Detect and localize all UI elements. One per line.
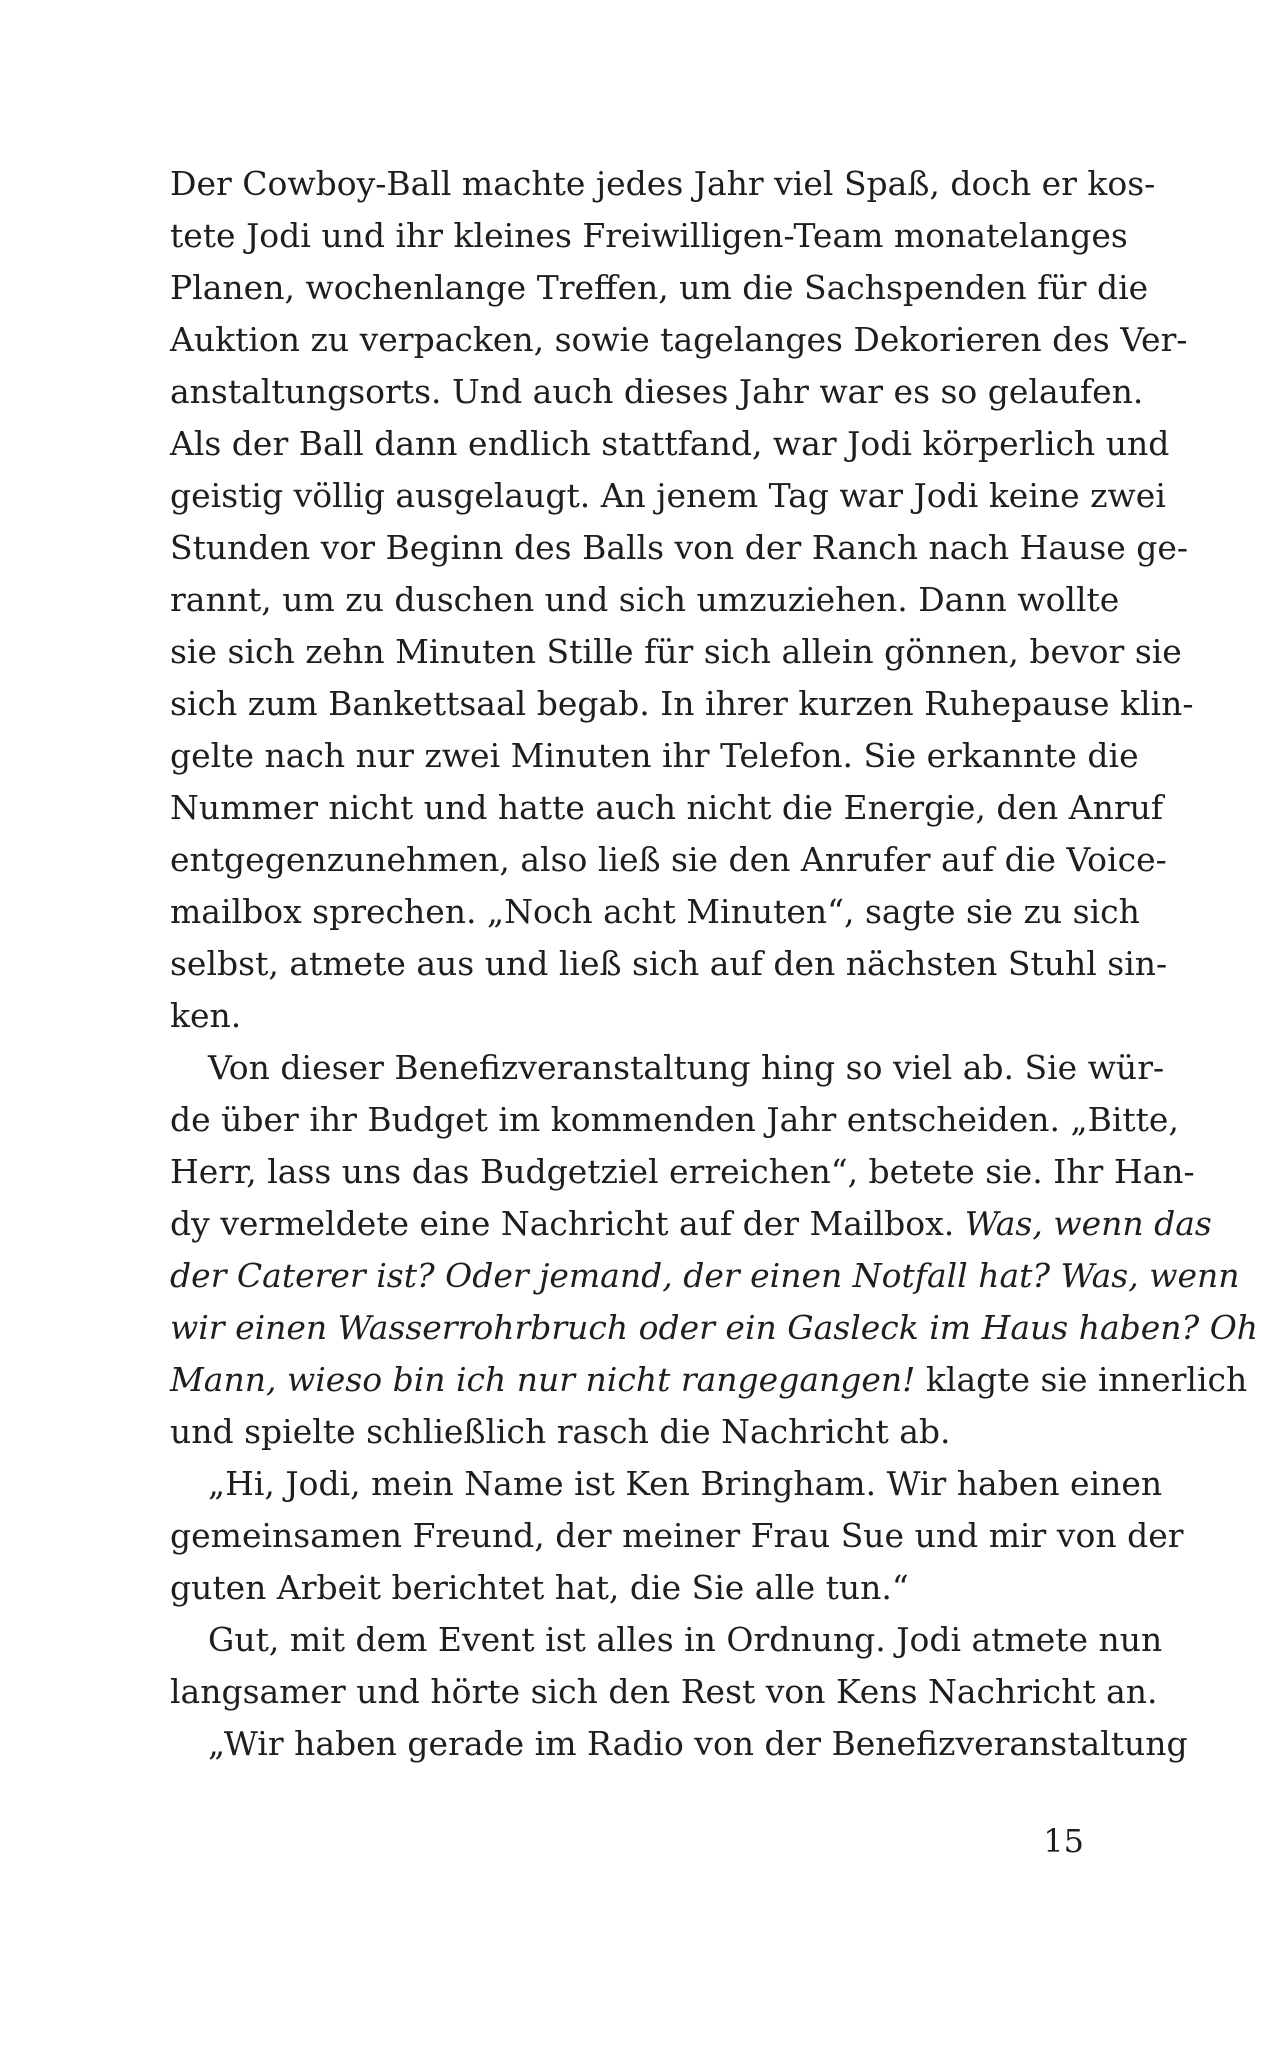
text-line: anstaltungsorts. Und auch dieses Jahr war es so gelaufen. xyxy=(170,372,1144,411)
text-line xyxy=(170,1354,1248,1406)
text-segment: klagte sie innerlich xyxy=(915,1360,1248,1399)
text-line: gemeinsamen Freund, der meiner Frau Sue und mir von der xyxy=(170,1516,1184,1555)
italic-segment: Mann, wieso bin ich nur nicht rangegangen! xyxy=(170,1360,916,1399)
text-line: ken. xyxy=(170,996,242,1035)
body-text xyxy=(170,158,1259,1770)
text-line xyxy=(170,1198,1212,1250)
text-line: guten Arbeit berichtet hat, die Sie alle tun.“ xyxy=(170,1568,909,1607)
text-line: gelte nach nur zwei Minuten ihr Telefon. Sie erkannte die xyxy=(170,736,1139,775)
text-line: Der Cowboy-Ball machte jedes Jahr viel Spaß, doch er kos- xyxy=(170,164,1156,203)
text-line: de über ihr Budget im kommenden Jahr entscheiden. „Bitte, xyxy=(170,1100,1179,1139)
text-line: selbst, atmete aus und ließ sich auf den nächsten Stuhl sin- xyxy=(170,944,1168,983)
text-line: sich zum Bankettsaal begab. In ihrer kurzen Ruhepause klin- xyxy=(170,684,1194,723)
text-line: Auktion zu verpacken, sowie tagelanges Dekorieren des Ver- xyxy=(170,320,1188,359)
text-line: rannt, um zu duschen und sich umzuziehen. Dann wollte xyxy=(170,580,1120,619)
italic-segment: Was, wenn das xyxy=(964,1204,1212,1243)
text-line: Herr, lass uns das Budgetziel erreichen“, betete sie. Ihr Han- xyxy=(170,1152,1195,1191)
paragraph-first-line: „Wir haben gerade im Radio von der Benefizveranstaltung xyxy=(208,1724,1188,1763)
text-line: mailbox sprechen. „Noch acht Minuten“, sagte sie zu sich xyxy=(170,892,1140,931)
text-line: tete Jodi und ihr kleines Freiwilligen-Team monatelanges xyxy=(170,216,1128,255)
text-line: entgegenzunehmen, also ließ sie den Anrufer auf die Voice- xyxy=(170,840,1167,879)
paragraph-first-line: Gut, mit dem Event ist alles in Ordnung. Jodi atmete nun xyxy=(208,1620,1163,1659)
text-line: Nummer nicht und hatte auch nicht die Energie, den Anruf xyxy=(170,788,1164,827)
text-segment: dy vermeldete eine Nachricht auf der Mailbox. xyxy=(170,1204,965,1243)
italic-line: wir einen Wasserrohrbruch oder ein Gasleck im Haus haben? Oh xyxy=(170,1308,1259,1347)
text-line: sie sich zehn Minuten Stille für sich allein gönnen, bevor sie xyxy=(170,632,1182,671)
paragraph-first-line: Von dieser Benefizveranstaltung hing so viel ab. Sie wür- xyxy=(208,1048,1165,1087)
italic-line: der Caterer ist? Oder jemand, der einen Notfall hat? Was, wenn xyxy=(170,1256,1240,1295)
text-line: langsamer und hörte sich den Rest von Kens Nachricht an. xyxy=(170,1672,1158,1711)
page-number: 15 xyxy=(1043,1822,1084,1860)
text-line: und spielte schließlich rasch die Nachricht ab. xyxy=(170,1412,951,1451)
text-line: Als der Ball dann endlich stattfand, war Jodi körperlich und xyxy=(170,424,1170,463)
text-line: geistig völlig ausgelaugt. An jenem Tag war Jodi keine zwei xyxy=(170,476,1166,515)
paragraph-first-line: „Hi, Jodi, mein Name ist Ken Bringham. Wir haben einen xyxy=(208,1464,1163,1503)
text-line: Stunden vor Beginn des Balls von der Ranch nach Hause ge- xyxy=(170,528,1189,567)
text-line: Planen, wochenlange Treffen, um die Sachspenden für die xyxy=(170,268,1149,307)
